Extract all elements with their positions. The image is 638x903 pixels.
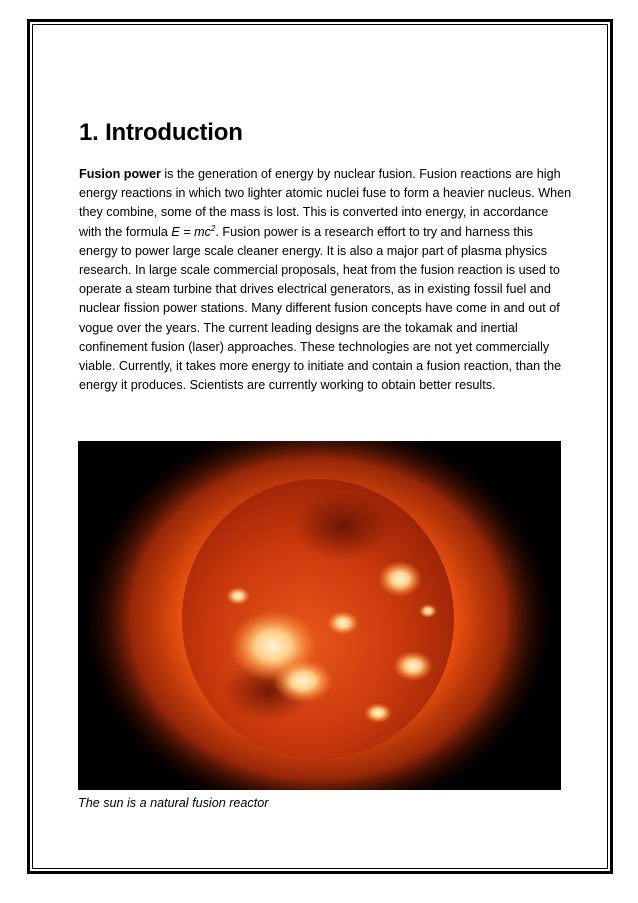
sun-photo	[78, 441, 561, 790]
paragraph-text-1: is the generation of energy by nuclear fusion. Fusion reactions are high energy reactions in which two lighter atomic nuclei fuse to form a heavier nucleus. When they combine, some of the mass is lost. This is converted into energy, in accordance with the formula	[79, 167, 572, 239]
intro-paragraph	[79, 165, 573, 395]
formula-base: E = mc	[171, 224, 211, 239]
paragraph-text-2: . Fusion power is a research effort to try and harness this energy to power large scale cleaner energy. It is also a major part of plasma physics research. In large scale commercial proposals, heat from the fusion reaction is used to operate a steam turbine that drives electrical generators, as in existing fossil fuel and nuclear fission power stations. Many different fusion concepts have come in and out of vogue over the years. The current leading designs are the tokamak and inertial confinement fusion (laser) approaches. These technologies are not yet commercially viable. Currently, it takes more energy to initiate and contain a fusion reaction, than the energy it produces. Scientists are currently working to obtain better results.	[79, 224, 562, 393]
formula-exponent: 2	[210, 223, 216, 233]
paragraph-lead-term: Fusion power	[79, 167, 161, 181]
section-heading: 1. Introduction	[79, 119, 243, 146]
formula	[171, 225, 215, 239]
figure-caption: The sun is a natural fusion reactor	[78, 796, 269, 810]
